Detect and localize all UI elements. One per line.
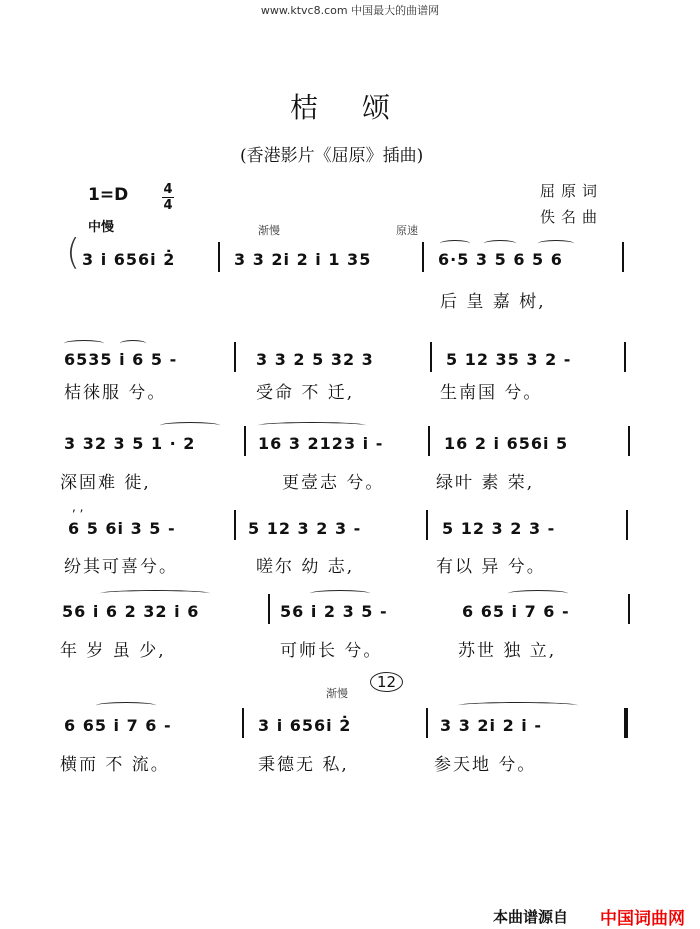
measure: 6 5 6i 3 5 - — [68, 519, 176, 538]
lyricist-credit: 屈原词 — [540, 182, 604, 200]
measure: 56 i 2 3 5 - — [280, 602, 388, 621]
lyric: 深固难 徙, — [60, 473, 151, 493]
measure: 5 12 3 2 3 - — [248, 519, 362, 538]
composer-credit: 佚名曲 — [540, 208, 604, 226]
measure: 5 12 3 2 3 - — [442, 519, 556, 538]
key-signature: 1=D — [88, 185, 129, 205]
lyric: 绿叶 素 荣, — [436, 473, 535, 493]
tempo-marking: 中慢 — [88, 220, 115, 235]
measure: 3 i 656i 2̇ — [82, 250, 176, 269]
measure: 3 32 3 5 1 · 2 — [64, 434, 196, 453]
lyric: 桔徕服 兮。 — [64, 383, 167, 403]
measure: 6·5 3 5 6 5 6 — [438, 250, 563, 269]
marking-jianman: 渐慢 — [258, 224, 280, 237]
lyric: 横而 不 流。 — [60, 755, 170, 775]
measure: 6 65 i 7 6 - — [462, 602, 570, 621]
measure: 16 2 i 656i 5 — [444, 434, 569, 453]
lyric: 秉德无 私, — [258, 755, 349, 775]
site-header: www.ktvc8.com 中国最大的曲谱网 — [260, 4, 440, 17]
lyric: 生南国 兮。 — [440, 383, 543, 403]
time-signature — [162, 182, 174, 213]
footer-source: 本曲谱源自 — [493, 908, 569, 926]
measure: 5 12 35 3 2 - — [446, 350, 572, 369]
system-brace: ( — [66, 232, 81, 273]
measure: 3 i 656i 2̇ — [258, 716, 352, 735]
measure: 3 3 2i 2 i 1 35 — [234, 250, 372, 269]
lyric: 年 岁 虽 少, — [60, 641, 166, 661]
footer-site-link[interactable]: 中国词曲网 — [600, 909, 685, 929]
song-title: 桔颂 — [290, 91, 435, 124]
time-signature-bottom: 4 — [163, 198, 173, 213]
measure: 3 3 2 5 32 3 — [256, 350, 374, 369]
lyric: 纷其可喜兮。 — [64, 557, 178, 577]
lyric: 苏世 独 立, — [458, 641, 557, 661]
measure: 16 3 2123 i - — [258, 434, 384, 453]
measure: 56 i 6 2 32 i 6 — [62, 602, 200, 621]
marking-yuansu: 原速 — [396, 224, 418, 237]
lyric: 受命 不 迁, — [256, 383, 355, 403]
measure: 3 3 2i 2 i - — [440, 716, 542, 735]
rehearsal-mark: 12 — [370, 672, 403, 692]
lyric: 参天地 兮。 — [434, 755, 537, 775]
lyric: 可师长 兮。 — [280, 641, 383, 661]
lyric: 嗟尔 幼 志, — [256, 557, 355, 577]
song-subtitle: (香港影片《屈原》插曲) — [240, 146, 424, 166]
time-signature-top: 4 — [163, 182, 173, 197]
measure: 6535 i 6 5 - — [64, 350, 178, 369]
marking-jianman-2: 渐慢 — [326, 687, 348, 700]
lyric: 有以 异 兮。 — [436, 557, 546, 577]
lyric: 后 皇 嘉 树, — [440, 292, 546, 312]
lyric: 更壹志 兮。 — [282, 473, 385, 493]
measure: 6 65 i 7 6 - — [64, 716, 172, 735]
